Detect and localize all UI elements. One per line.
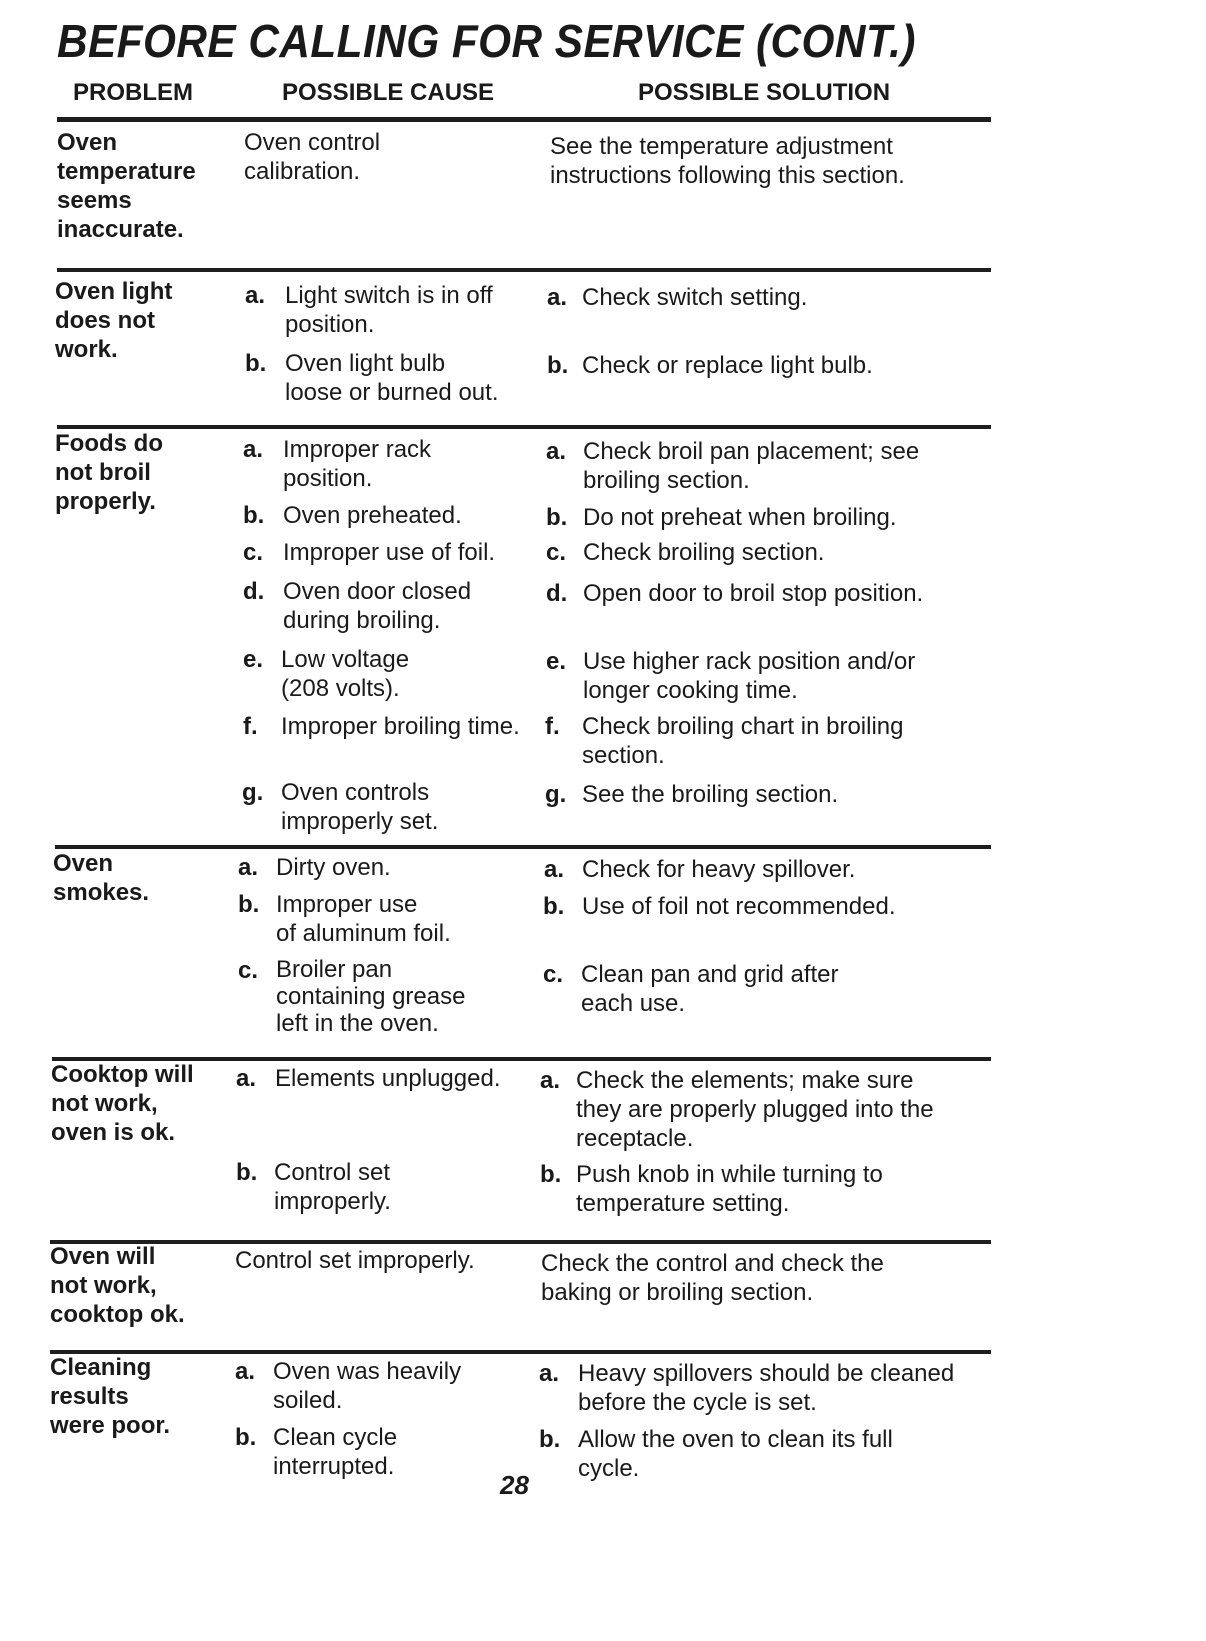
cause-text: Control set improperly. — [274, 1159, 391, 1215]
cause-text: Oven controls improperly set. — [281, 779, 439, 835]
header-solution: POSSIBLE SOLUTION — [638, 79, 891, 106]
solution-text: Check broiling section. — [583, 539, 825, 566]
solution-text: Check broiling chart in broiling section. — [582, 713, 904, 769]
cause-text: Broiler pan containing grease left in the oven. — [276, 956, 466, 1037]
problem-text: Oven temperature seems inaccurate. — [57, 129, 196, 243]
problem-text: Cooktop will not work, oven is ok. — [51, 1061, 194, 1146]
cause-text: Dirty oven. — [276, 854, 391, 881]
solution-text: Use of foil not recommended. — [582, 893, 896, 920]
item-letter: c. — [243, 539, 264, 566]
divider — [57, 268, 991, 272]
item-letter: b. — [540, 1161, 562, 1188]
problem-text: Oven smokes. — [53, 850, 150, 906]
cause-text: Control set improperly. — [235, 1247, 475, 1274]
divider — [50, 1350, 991, 1354]
problem-text: Oven will not work, cooktop ok. — [50, 1243, 185, 1328]
item-letter: b. — [539, 1426, 561, 1453]
cause-text: Oven was heavily soiled. — [273, 1358, 462, 1414]
solution-text: Check for heavy spillover. — [582, 856, 856, 883]
cause-text: Light switch is in off position. — [285, 282, 493, 338]
cause-text: Oven preheated. — [283, 502, 462, 529]
solution-text: Check the control and check the baking or broiling section. — [541, 1250, 884, 1306]
header-problem: PROBLEM — [73, 79, 193, 106]
item-letter: c. — [546, 539, 567, 566]
solution-text: Check or replace light bulb. — [582, 352, 873, 379]
item-letter: d. — [546, 580, 568, 607]
cause-text: Oven control calibration. — [244, 129, 381, 185]
divider — [55, 845, 991, 849]
divider — [57, 425, 991, 429]
page-number: 28 — [500, 1470, 529, 1500]
problem-text: Oven light does not work. — [55, 278, 173, 363]
solution-text: See the temperature adjustment instructions following this section. — [550, 133, 905, 189]
item-letter: b. — [543, 893, 565, 920]
item-letter: c. — [238, 957, 259, 984]
solution-text: Do not preheat when broiling. — [583, 504, 897, 531]
item-letter: e. — [546, 648, 567, 675]
solution-text: Check the elements; make sure they are properly plugged into the receptacle. — [576, 1067, 934, 1152]
cause-text: Improper rack position. — [283, 436, 432, 492]
item-letter: a. — [245, 282, 266, 309]
item-letter: f. — [545, 713, 560, 740]
item-letter: a. — [235, 1358, 256, 1385]
cause-text: Improper use of aluminum foil. — [276, 891, 451, 947]
item-letter: a. — [540, 1067, 561, 1094]
cause-text: Clean cycle interrupted. — [273, 1424, 398, 1480]
solution-text: Clean pan and grid after each use. — [581, 961, 839, 1017]
item-letter: a. — [539, 1360, 560, 1387]
item-letter: a. — [236, 1065, 257, 1092]
item-letter: a. — [547, 284, 568, 311]
item-letter: g. — [242, 779, 264, 806]
solution-text: Heavy spillovers should be cleaned before the cycle is set. — [578, 1360, 955, 1416]
solution-text: See the broiling section. — [582, 781, 839, 808]
solution-text: Open door to broil stop position. — [583, 580, 924, 607]
cause-text: Improper broiling time. — [281, 713, 520, 740]
item-letter: b. — [236, 1159, 258, 1186]
item-letter: a. — [243, 436, 264, 463]
item-letter: b. — [243, 502, 265, 529]
cause-text: Low voltage (208 volts). — [281, 646, 410, 702]
item-letter: g. — [545, 781, 567, 808]
solution-text: Check broil pan placement; see broiling section. — [583, 438, 920, 494]
item-letter: b. — [546, 504, 568, 531]
item-letter: a. — [546, 438, 567, 465]
item-letter: b. — [547, 352, 569, 379]
solution-text: Use higher rack position and/or longer cooking time. — [583, 648, 916, 704]
item-letter: e. — [243, 646, 264, 673]
problem-text: Foods do not broil properly. — [55, 430, 163, 515]
solution-text: Allow the oven to clean its full cycle. — [578, 1426, 893, 1482]
cause-text: Elements unplugged. — [275, 1065, 501, 1092]
divider — [57, 117, 991, 122]
cause-text: Oven light bulb loose or burned out. — [285, 350, 499, 406]
problem-text: Cleaning results were poor. — [50, 1354, 171, 1439]
item-letter: f. — [243, 713, 258, 740]
item-letter: d. — [243, 578, 265, 605]
solution-text: Push knob in while turning to temperature setting. — [576, 1161, 883, 1217]
item-letter: b. — [245, 350, 267, 377]
cause-text: Improper use of foil. — [283, 539, 496, 566]
solution-text: Check switch setting. — [582, 284, 808, 311]
header-cause: POSSIBLE CAUSE — [282, 79, 495, 106]
item-letter: a. — [544, 856, 565, 883]
cause-text: Oven door closed during broiling. — [283, 578, 472, 634]
item-letter: b. — [235, 1424, 257, 1451]
item-letter: a. — [238, 854, 259, 881]
item-letter: b. — [238, 891, 260, 918]
page-title: BEFORE CALLING FOR SERVICE (CONT.) — [57, 15, 916, 67]
divider — [50, 1240, 991, 1244]
item-letter: c. — [543, 961, 564, 988]
